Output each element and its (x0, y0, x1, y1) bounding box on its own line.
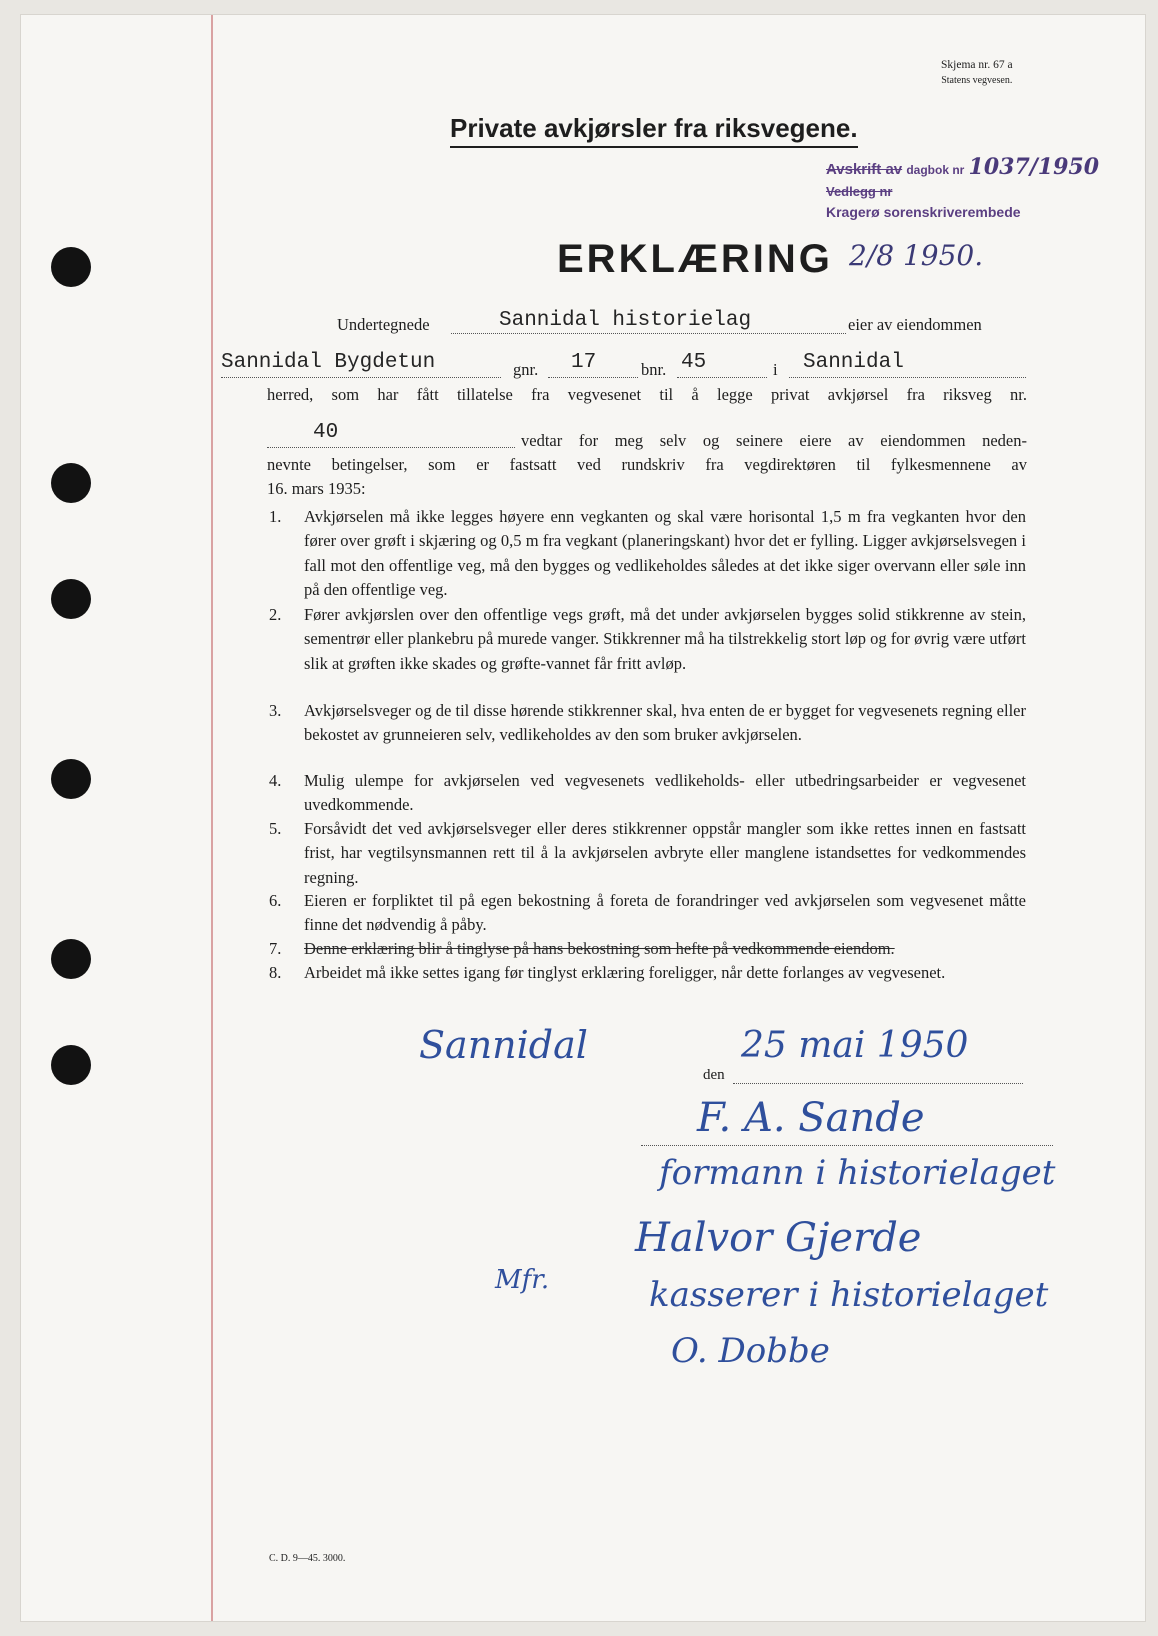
declaration-line: nevnte betingelser, som er fastsatt ved rundskriv fra vegdirektøren til fylkesmennene av (267, 455, 1027, 474)
date-label: den (703, 1067, 725, 1083)
declaration-line: 16. mars 1935: (267, 479, 366, 498)
dotted-line (221, 377, 501, 378)
print-code: C. D. 9—45. 3000. (269, 1553, 346, 1564)
condition-number: 1. (269, 507, 282, 526)
signature-treasurer: Halvor Gjerde (635, 1215, 922, 1261)
stamp-date: 2/8 1950. (849, 239, 984, 272)
dotted-line (451, 333, 846, 334)
signature-place: Sannidal (419, 1023, 588, 1067)
property-value: Sannidal Bygdetun (221, 351, 436, 374)
punch-hole (51, 463, 91, 503)
condition-number: 7. (269, 939, 282, 958)
condition-text-struck: Denne erklæring blir å tinglyse på hans bekostning som hefte på vedkommende eiendom. (304, 939, 895, 958)
dotted-line (789, 377, 1026, 378)
undersigned-value: Sannidal historielag (499, 309, 752, 332)
margin-line (211, 15, 213, 1621)
signature-treasurer-title: kasserer i historielaget (649, 1275, 1049, 1315)
gnr-label: gnr. (513, 360, 539, 379)
condition-number: 2. (269, 605, 282, 624)
stamp-attachment-label: Vedlegg nr (826, 184, 893, 199)
stamp-journal-number: 1037/1950 (968, 154, 1100, 180)
condition-text: Fører avkjørslen over den offentlige vegs grøft, må det under avkjørselen bygges solid stikkrenne av stein, sementrør eller plankebru på murede vanger. Stikkrenner må ha tilstrekkelig stort løp og for øvrig være utført slik at grøften ikke skades og grøfte-vannet får fritt avløp. (304, 605, 1026, 673)
gnr-value: 17 (571, 351, 597, 374)
dotted-line (733, 1083, 1023, 1084)
stamp-struck-text: Avskrift av (826, 161, 903, 178)
dotted-line (548, 377, 638, 378)
condition-number: 3. (269, 701, 282, 720)
document-subtitle: Private avkjørsler fra riksvegene. (450, 113, 858, 148)
punch-hole (51, 759, 91, 799)
municipality-value: Sannidal (803, 351, 904, 374)
stamp-court-name: Kragerø sorenskriverembede (826, 204, 1021, 220)
signature-date: 25 mai 1950 (741, 1025, 969, 1066)
stamp-journal-label: dagbok nr (906, 163, 965, 177)
form-number-line1: Skjema nr. 67 a (941, 59, 1013, 71)
punch-hole (51, 1045, 91, 1085)
declaration-line: herred, som har fått tillatelse fra vegvesenet til å legge privat avkjørsel fra riksveg nr. (267, 385, 1027, 404)
condition-text: Eieren er forpliktet til på egen bekostning å foreta de forandringer ved avkjørselen som vegvesenet måtte finne det nødvendig å påby. (304, 891, 1026, 935)
document-title: ERKLÆRING (557, 237, 833, 281)
condition-number: 6. (269, 891, 282, 910)
dotted-line (267, 447, 515, 448)
dotted-line (677, 377, 767, 378)
declaration-line: vedtar for meg selv og seinere eiere av eiendommen neden- (521, 431, 1027, 450)
road-number-value: 40 (313, 421, 339, 444)
condition-text: Mulig ulempe for avkjørselen ved vegvesenets vedlikeholds- eller utbedringsarbeider er vegvesenet uvedkommende. (304, 771, 1026, 815)
in-label: i (773, 360, 778, 379)
signature-chairman-title: formann i historielaget (659, 1153, 1056, 1193)
witness-initials: Mfr. (495, 1265, 550, 1295)
condition-number: 4. (269, 771, 282, 790)
registration-stamp (826, 154, 1100, 223)
punch-hole (51, 247, 91, 287)
condition-text: Avkjørselen må ikke legges høyere enn vegkanten og skal være horisontal 1,5 m fra vegkanten hvor den fører over grøft i skjæring og 0,5 m fra vegkant (planeringskant) hvor det er fylling. Ligger avkjørselsvegen i fall mot den offentlige veg, må den bygges og vedlikeholdes således at det ikke siger overvann eller søle inn på den offentlige veg. (304, 507, 1026, 600)
condition-number: 8. (269, 963, 282, 982)
document-page (20, 14, 1146, 1622)
form-number (941, 57, 1013, 89)
dotted-line (641, 1145, 1053, 1146)
owner-label: eier av eiendommen (848, 315, 982, 334)
undersigned-label: Undertegnede (337, 315, 430, 334)
signature-chairman: F. A. Sande (697, 1095, 925, 1141)
condition-text: Arbeidet må ikke settes igang før tinglyst erklæring foreligger, når dette forlanges av vegvesenet. (304, 963, 946, 982)
bnr-label: bnr. (641, 360, 667, 379)
condition-text: Forsåvidt det ved avkjørselsveger eller deres stikkrenner oppstår mangler som ikke rettes innen en fastsatt frist, har vegtilsynsmannen rett til å la avkjørselen avbryte eller manglene istandsettes for vedkommendes regning. (304, 819, 1026, 887)
signature-third: O. Dobbe (671, 1331, 830, 1371)
condition-number: 5. (269, 819, 282, 838)
condition-text: Avkjørselsveger og de til disse hørende stikkrenner skal, hva enten de er bygget for vegvesenets regning eller bekostet av grunneieren selv, vedlikeholdes av den som bruker avkjørselen. (304, 701, 1026, 745)
form-number-line2: Statens vegvesen. (941, 75, 1013, 86)
bnr-value: 45 (681, 351, 707, 374)
punch-hole (51, 939, 91, 979)
punch-hole (51, 579, 91, 619)
